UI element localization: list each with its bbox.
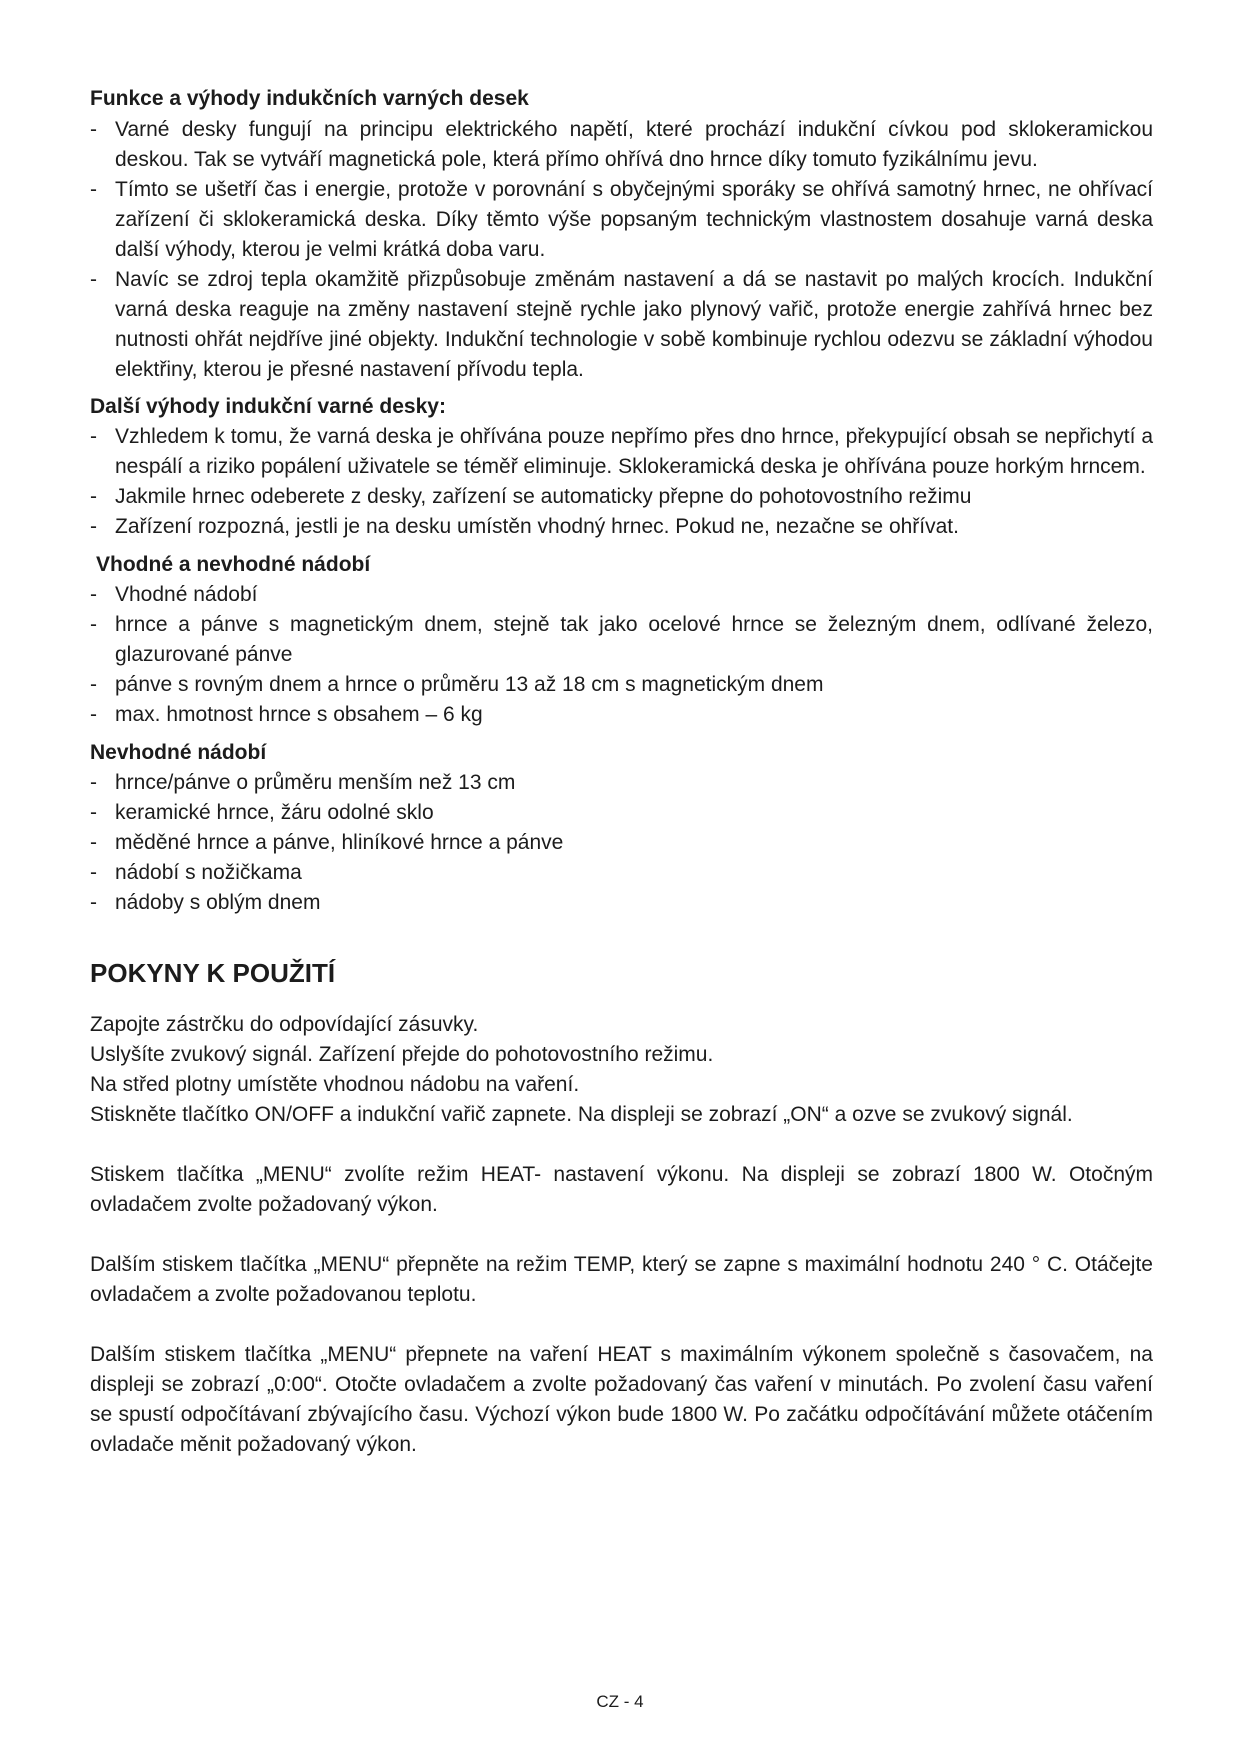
usage-instructions [90,1010,1153,1460]
section-heading: Další výhody indukční varné desky: [90,395,446,418]
bullet-list [90,580,1153,730]
list-item: - max. hmotnost hrnce s obsahem – 6 kg [90,700,1153,730]
section-heading: Vhodné a nevhodné nádobí [96,553,371,576]
list-item: - hrnce/pánve o průměru menším než 13 cm [90,768,1153,798]
instruction-line: Stiskněte tlačítko ON/OFF a indukční vařič zapnete. Na displeji se zobrazí „ON“ a ozve se zvukový signál. [90,1103,1073,1126]
page-number: CZ - 4 [596,1692,644,1711]
instruction-line: Na střed plotny umístěte vhodnou nádobu na vaření. [90,1073,580,1096]
list-item: - Zařízení rozpozná, jestli je na desku umístěn vhodný hrnec. Pokud ne, nezačne se ohřívat. [90,512,1153,542]
instruction-line: Zapojte zástrčku do odpovídající zásuvky. [90,1013,479,1036]
section-cookware [90,550,1153,730]
instruction-line: Uslyšíte zvukový signál. Zařízení přejde do pohotovostního režimu. [90,1043,714,1066]
list-item: - nádoby s oblým dnem [90,888,1153,918]
list-item: - Vzhledem k tomu, že varná deska je ohřívána pouze nepřímo přes dno hrnce, překypující obsah se nepřichytí a nespálí a riziko popálení uživatele se téměř eliminuje. Sklokeramická deska je ohřívána pouze horkým hrncem. [90,422,1153,482]
bullet-list [90,115,1153,385]
list-item: - Jakmile hrnec odeberete z desky, zařízení se automaticky přepne do pohotovostního režimu [90,482,1153,512]
section-features [90,84,1153,385]
usage-title: POKYNY K POUŽITÍ [90,958,336,988]
instruction-paragraph: Stiskem tlačítka „MENU“ zvolíte režim HEAT- nastavení výkonu. Na displeji se zobrazí 1800 W. Otočným ovladačem zvolte požadovaný výkon. [90,1163,1153,1216]
bullet-list [90,768,1153,918]
section-heading: Nevhodné nádobí [90,741,267,764]
section-unsuitable [90,738,1153,918]
bullet-list [90,422,1153,542]
section-heading: Funkce a výhody indukčních varných desek [90,87,529,110]
list-item: - pánve s rovným dnem a hrnce o průměru 13 až 18 cm s magnetickým dnem [90,670,1153,700]
section-advantages [90,392,1153,542]
document-page [90,84,1153,1460]
list-item: - nádobí s nožičkama [90,858,1153,888]
list-item: - hrnce a pánve s magnetickým dnem, stejně tak jako ocelové hrnce se železným dnem, odlívané železo, glazurované pánve [90,610,1153,670]
list-item: - Tímto se ušetří čas i energie, protože v porovnání s obyčejnými sporáky se ohřívá samotný hrnec, ne ohřívací zařízení či sklokeramická deska. Díky těmto výše popsaným technickým vlastnostem dosahuje varná deska další výhody, kterou je velmi krátká doba varu. [90,175,1153,265]
instruction-paragraph: Dalším stiskem tlačítka „MENU“ přepnete na vaření HEAT s maximálním výkonem společně s časovačem, na displeji se zobrazí „0:00“. Otočte ovladačem a zvolte požadovaný čas vaření v minutách. Po zvolení času vaření se spustí odpočítávaní zbývajícího času. Výchozí výkon bude 1800 W. Po začátku odpočítávání můžete otáčením ovladače měnit požadovaný výkon. [90,1343,1153,1456]
list-item: - měděné hrnce a pánve, hliníkové hrnce a pánve [90,828,1153,858]
instruction-paragraph: Dalším stiskem tlačítka „MENU“ přepněte na režim TEMP, který se zapne s maximální hodnotu 240 ° C. Otáčejte ovladačem a zvolte požadovanou teplotu. [90,1253,1153,1306]
list-item: - keramické hrnce, žáru odolné sklo [90,798,1153,828]
list-item: - Vhodné nádobí [90,580,1153,610]
list-item: - Varné desky fungují na principu elektrického napětí, které prochází indukční cívkou pod sklokeramickou deskou. Tak se vytváří magnetická pole, která přímo ohřívá dno hrnce díky tomuto fyzikálnímu jevu. [90,115,1153,175]
list-item: - Navíc se zdroj tepla okamžitě přizpůsobuje změnám nastavení a dá se nastavit po malých krocích. Indukční varná deska reaguje na změny nastavení stejně rychle jako plynový vařič, protože energie zahřívá hrnec bez nutnosti ohřát nejdříve jiné objekty. Indukční technologie v sobě kombinuje rychlou odezvu se základní výhodou elektřiny, kterou je přesné nastavení přívodu tepla. [90,265,1153,385]
